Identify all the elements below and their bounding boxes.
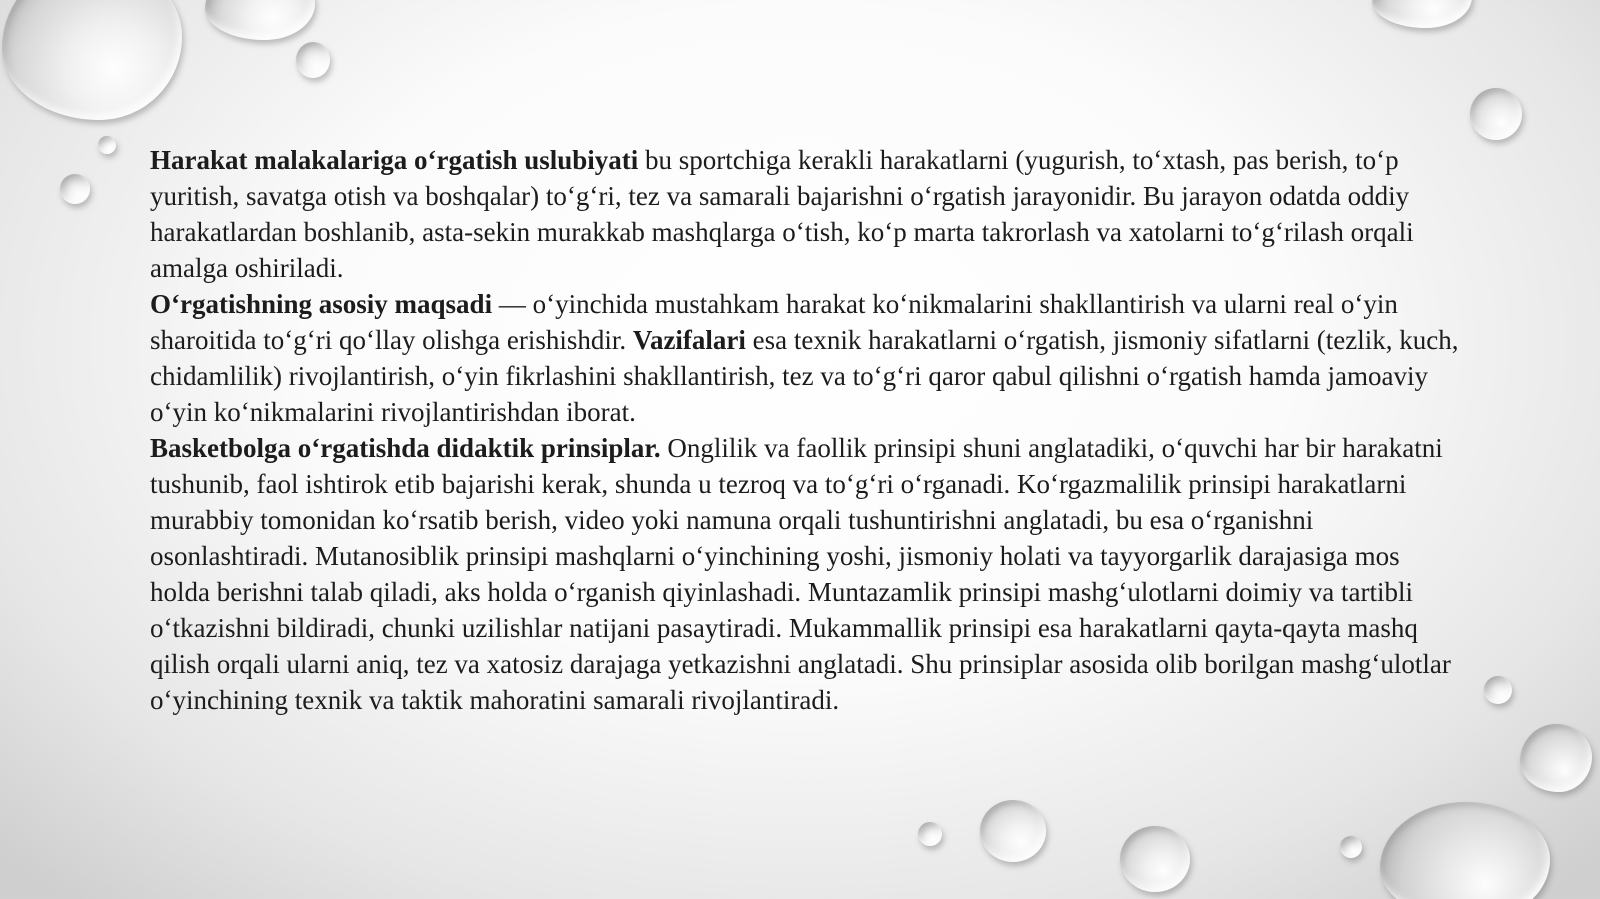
water-drop-decoration xyxy=(1380,802,1550,899)
water-drop-decoration xyxy=(296,42,330,78)
water-drop-decoration xyxy=(1372,0,1472,28)
heading-goal: O‘rgatishning asosiy maqsadi xyxy=(150,289,493,319)
text-goal: — o‘yinchida mustahkam harakat ko‘nikmalarini shakllantirish va ularni real o‘yin sharoitida to‘g‘ri qo‘llay olishga erishishdir. xyxy=(150,289,1398,355)
water-drop-decoration xyxy=(980,800,1046,862)
paragraph-principles xyxy=(150,430,1460,718)
heading-methodology: Harakat malakalariga o‘rgatish uslubiyati xyxy=(150,145,639,175)
text-methodology: bu sportchiga kerakli harakatlarni (yugurish, to‘xtash, pas berish, to‘p yuritish, savatga otish va boshqalar) to‘g‘ri, tez va samarali bajarishni o‘rgatish jarayonidir. Bu jarayon odatda oddiy harakatlardan boshlanib, asta-sekin murakkab mashqlarga o‘tish, ko‘p marta takrorlash va xatolarni to‘g‘rilash orqali amalga oshiriladi. xyxy=(150,145,1414,283)
water-drop-decoration xyxy=(1484,676,1512,704)
water-drop-decoration xyxy=(918,822,942,846)
water-drop-decoration xyxy=(60,174,90,204)
water-drop-decoration xyxy=(1470,88,1522,140)
water-drop-decoration xyxy=(1120,826,1190,892)
water-drop-decoration xyxy=(205,0,315,40)
heading-tasks: Vazifalari xyxy=(632,325,746,355)
water-drop-decoration xyxy=(1340,836,1362,858)
paragraph-methodology xyxy=(150,142,1460,286)
paragraph-goal xyxy=(150,286,1460,430)
text-tasks: esa texnik harakatlarni o‘rgatish, jismoniy sifatlarni (tezlik, kuch, chidamlilik) rivojlantirish, o‘yin fikrlashini shakllantirish, tez va to‘g‘ri qaror qabul qilishni o‘rgatish hamda jamoaviy o‘yin ko‘nikmalarini rivojlantirishdan iborat. xyxy=(150,325,1459,427)
water-drop-decoration xyxy=(1520,724,1592,792)
text-principles: Onglilik va faollik prinsipi shuni anglatadiki, o‘quvchi har bir harakatni tushunib, faol ishtirok etib bajarishi kerak, shunda u tezroq va to‘g‘ri o‘rganadi. Ko‘rgazmalilik prinsipi harakatlarni murabbiy tomonidan ko‘rsatib berish, video yoki namuna orqali tushuntirishni anglatadi, bu esa o‘rganishni osonlashtiradi. Mutanosiblik prinsipi mashqlarni o‘yinchining yoshi, jismoniy holati va tayyorgarlik darajasiga mos holda berishni talab qiladi, aks holda o‘rganish qiyinlashadi. Muntazamlik prinsipi mashg‘ulotlarni doimiy va tartibli o‘tkazishni bildiradi, chunki uzilishlar natijani pasaytiradi. Mukammallik prinsipi esa harakatlarni qayta-qayta mashq qilish orqali ularni aniq, tez va xatosiz darajaga yetkazishni anglatadi. Shu prinsiplar asosida olib borilgan mashg‘ulotlar o‘yinchining texnik va taktik mahoratini samarali rivojlantiradi. xyxy=(150,433,1451,715)
water-drop-decoration xyxy=(98,136,116,154)
slide-body-text xyxy=(150,142,1460,718)
heading-principles: Basketbolga o‘rgatishda didaktik prinsiplar. xyxy=(150,433,661,463)
water-drop-decoration xyxy=(2,0,182,120)
